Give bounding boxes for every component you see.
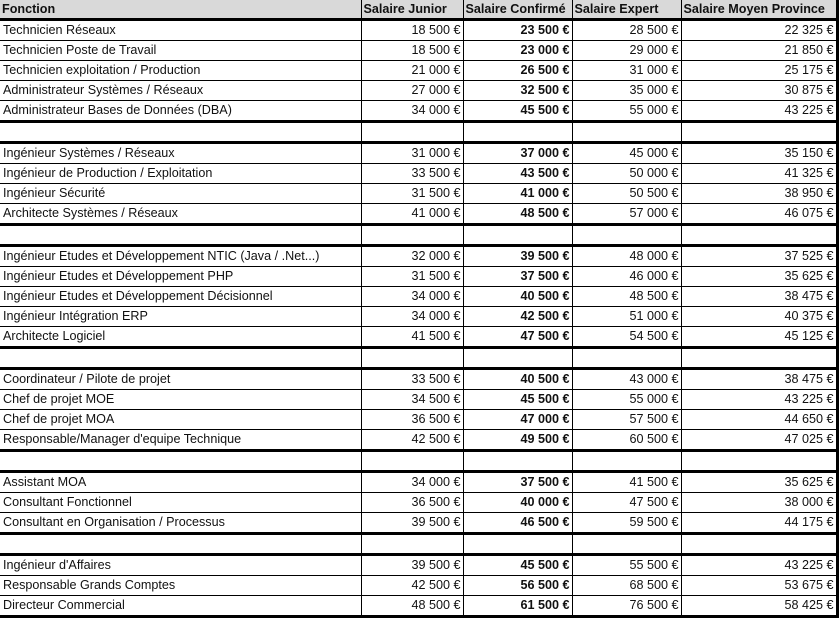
cell-salaire-province: 38 475 €	[681, 287, 837, 307]
cell-salaire-expert: 55 000 €	[572, 101, 681, 122]
cell-salaire-expert: 60 500 €	[572, 430, 681, 451]
cell-salaire-junior: 33 500 €	[361, 369, 463, 390]
cell-salaire-province: 38 950 €	[681, 184, 837, 204]
cell-salaire-province: 37 525 €	[681, 246, 837, 267]
table-row	[0, 513, 837, 534]
cell-fonction: Administrateur Bases de Données (DBA)	[0, 101, 361, 122]
cell-salaire-junior: 34 500 €	[361, 390, 463, 410]
cell-fonction: Chef de projet MOE	[0, 390, 361, 410]
cell-salaire-province: 43 225 €	[681, 390, 837, 410]
cell-fonction: Coordinateur / Pilote de projet	[0, 369, 361, 390]
empty-cell	[0, 534, 361, 555]
table-row	[0, 307, 837, 327]
cell-salaire-confirme: 47 000 €	[463, 410, 572, 430]
cell-fonction: Ingénieur d'Affaires	[0, 555, 361, 576]
cell-salaire-junior: 42 500 €	[361, 430, 463, 451]
header-salaire-junior: Salaire Junior	[361, 0, 463, 20]
cell-salaire-confirme: 23 000 €	[463, 41, 572, 61]
cell-salaire-province: 21 850 €	[681, 41, 837, 61]
empty-cell	[681, 348, 837, 369]
empty-cell	[681, 534, 837, 555]
cell-salaire-expert: 76 500 €	[572, 596, 681, 617]
header-salaire-province: Salaire Moyen Province	[681, 0, 837, 20]
cell-salaire-expert: 31 000 €	[572, 61, 681, 81]
cell-fonction: Administrateur Systèmes / Réseaux	[0, 81, 361, 101]
table-body	[0, 20, 837, 617]
table-row	[0, 61, 837, 81]
cell-salaire-province: 22 325 €	[681, 20, 837, 41]
empty-cell	[0, 225, 361, 246]
cell-salaire-province: 35 150 €	[681, 143, 837, 164]
cell-salaire-confirme: 45 500 €	[463, 555, 572, 576]
empty-cell	[361, 451, 463, 472]
cell-salaire-expert: 41 500 €	[572, 472, 681, 493]
cell-salaire-province: 38 475 €	[681, 369, 837, 390]
cell-salaire-province: 45 125 €	[681, 327, 837, 348]
table-row	[0, 164, 837, 184]
cell-salaire-expert: 54 500 €	[572, 327, 681, 348]
cell-salaire-junior: 39 500 €	[361, 513, 463, 534]
empty-cell	[572, 451, 681, 472]
cell-salaire-province: 43 225 €	[681, 555, 837, 576]
cell-salaire-expert: 50 000 €	[572, 164, 681, 184]
table-row	[0, 327, 837, 348]
cell-salaire-junior: 33 500 €	[361, 164, 463, 184]
cell-salaire-expert: 46 000 €	[572, 267, 681, 287]
cell-salaire-confirme: 56 500 €	[463, 576, 572, 596]
header-fonction: Fonction	[0, 0, 361, 20]
cell-salaire-confirme: 49 500 €	[463, 430, 572, 451]
empty-cell	[463, 534, 572, 555]
cell-fonction: Ingénieur Etudes et Développement Décisionnel	[0, 287, 361, 307]
cell-fonction: Ingénieur Intégration ERP	[0, 307, 361, 327]
cell-salaire-confirme: 47 500 €	[463, 327, 572, 348]
cell-salaire-junior: 32 000 €	[361, 246, 463, 267]
cell-salaire-confirme: 37 000 €	[463, 143, 572, 164]
cell-salaire-province: 46 075 €	[681, 204, 837, 225]
cell-salaire-expert: 28 500 €	[572, 20, 681, 41]
cell-fonction: Architecte Systèmes / Réseaux	[0, 204, 361, 225]
table-row	[0, 472, 837, 493]
empty-cell	[0, 348, 361, 369]
cell-fonction: Technicien exploitation / Production	[0, 61, 361, 81]
header-salaire-confirme: Salaire Confirmé	[463, 0, 572, 20]
cell-salaire-confirme: 37 500 €	[463, 472, 572, 493]
cell-fonction: Chef de projet MOA	[0, 410, 361, 430]
table-row	[0, 410, 837, 430]
cell-salaire-confirme: 26 500 €	[463, 61, 572, 81]
header-row	[0, 0, 837, 20]
cell-salaire-confirme: 48 500 €	[463, 204, 572, 225]
cell-salaire-confirme: 37 500 €	[463, 267, 572, 287]
empty-cell	[0, 122, 361, 143]
cell-salaire-province: 41 325 €	[681, 164, 837, 184]
cell-fonction: Architecte Logiciel	[0, 327, 361, 348]
cell-salaire-expert: 35 000 €	[572, 81, 681, 101]
cell-fonction: Ingénieur Etudes et Développement NTIC (Java / .Net...)	[0, 246, 361, 267]
cell-salaire-junior: 34 000 €	[361, 287, 463, 307]
cell-fonction: Technicien Réseaux	[0, 20, 361, 41]
cell-salaire-junior: 42 500 €	[361, 576, 463, 596]
cell-salaire-confirme: 45 500 €	[463, 390, 572, 410]
cell-salaire-confirme: 32 500 €	[463, 81, 572, 101]
cell-salaire-confirme: 42 500 €	[463, 307, 572, 327]
cell-fonction: Responsable Grands Comptes	[0, 576, 361, 596]
empty-cell	[463, 122, 572, 143]
cell-fonction: Ingénieur de Production / Exploitation	[0, 164, 361, 184]
empty-cell	[0, 451, 361, 472]
cell-salaire-province: 35 625 €	[681, 472, 837, 493]
cell-salaire-confirme: 40 000 €	[463, 493, 572, 513]
cell-salaire-expert: 59 500 €	[572, 513, 681, 534]
cell-fonction: Directeur Commercial	[0, 596, 361, 617]
table-row	[0, 430, 837, 451]
cell-salaire-expert: 68 500 €	[572, 576, 681, 596]
cell-salaire-province: 43 225 €	[681, 101, 837, 122]
empty-cell	[463, 225, 572, 246]
cell-salaire-expert: 29 000 €	[572, 41, 681, 61]
cell-salaire-province: 44 175 €	[681, 513, 837, 534]
cell-salaire-province: 38 000 €	[681, 493, 837, 513]
empty-cell	[572, 225, 681, 246]
cell-salaire-expert: 43 000 €	[572, 369, 681, 390]
empty-cell	[463, 348, 572, 369]
cell-salaire-junior: 18 500 €	[361, 20, 463, 41]
cell-salaire-junior: 31 000 €	[361, 143, 463, 164]
cell-salaire-junior: 41 500 €	[361, 327, 463, 348]
table-row	[0, 143, 837, 164]
cell-salaire-expert: 57 000 €	[572, 204, 681, 225]
cell-salaire-junior: 34 000 €	[361, 101, 463, 122]
cell-salaire-expert: 57 500 €	[572, 410, 681, 430]
table-header	[0, 0, 837, 20]
table-row	[0, 576, 837, 596]
cell-fonction: Responsable/Manager d'equipe Technique	[0, 430, 361, 451]
cell-fonction: Assistant MOA	[0, 472, 361, 493]
cell-salaire-confirme: 23 500 €	[463, 20, 572, 41]
table-row	[0, 81, 837, 101]
cell-salaire-province: 40 375 €	[681, 307, 837, 327]
empty-cell	[361, 225, 463, 246]
cell-salaire-junior: 27 000 €	[361, 81, 463, 101]
cell-fonction: Consultant en Organisation / Processus	[0, 513, 361, 534]
cell-salaire-province: 35 625 €	[681, 267, 837, 287]
table-row	[0, 41, 837, 61]
cell-salaire-junior: 34 000 €	[361, 307, 463, 327]
cell-salaire-junior: 18 500 €	[361, 41, 463, 61]
cell-salaire-junior: 41 000 €	[361, 204, 463, 225]
cell-salaire-province: 25 175 €	[681, 61, 837, 81]
table-row	[0, 369, 837, 390]
cell-salaire-junior: 34 000 €	[361, 472, 463, 493]
cell-salaire-expert: 48 500 €	[572, 287, 681, 307]
table-row	[0, 246, 837, 267]
cell-salaire-confirme: 41 000 €	[463, 184, 572, 204]
empty-cell	[463, 451, 572, 472]
cell-fonction: Ingénieur Systèmes / Réseaux	[0, 143, 361, 164]
empty-cell	[361, 534, 463, 555]
cell-salaire-expert: 45 000 €	[572, 143, 681, 164]
group-separator-row	[0, 534, 837, 555]
cell-salaire-province: 44 650 €	[681, 410, 837, 430]
cell-salaire-junior: 36 500 €	[361, 493, 463, 513]
table-row	[0, 20, 837, 41]
cell-salaire-confirme: 45 500 €	[463, 101, 572, 122]
cell-fonction: Ingénieur Sécurité	[0, 184, 361, 204]
cell-salaire-expert: 47 500 €	[572, 493, 681, 513]
table-row	[0, 555, 837, 576]
cell-fonction: Ingénieur Etudes et Développement PHP	[0, 267, 361, 287]
cell-salaire-junior: 48 500 €	[361, 596, 463, 617]
cell-salaire-expert: 55 500 €	[572, 555, 681, 576]
empty-cell	[361, 348, 463, 369]
cell-salaire-junior: 36 500 €	[361, 410, 463, 430]
cell-salaire-junior: 31 500 €	[361, 267, 463, 287]
empty-cell	[681, 225, 837, 246]
cell-salaire-junior: 31 500 €	[361, 184, 463, 204]
cell-salaire-confirme: 61 500 €	[463, 596, 572, 617]
cell-salaire-expert: 48 000 €	[572, 246, 681, 267]
empty-cell	[681, 451, 837, 472]
cell-salaire-expert: 51 000 €	[572, 307, 681, 327]
cell-salaire-province: 58 425 €	[681, 596, 837, 617]
table-row	[0, 390, 837, 410]
empty-cell	[572, 534, 681, 555]
cell-salaire-expert: 55 000 €	[572, 390, 681, 410]
table-row	[0, 204, 837, 225]
table-row	[0, 493, 837, 513]
cell-fonction: Technicien Poste de Travail	[0, 41, 361, 61]
cell-salaire-province: 30 875 €	[681, 81, 837, 101]
cell-salaire-province: 53 675 €	[681, 576, 837, 596]
cell-salaire-confirme: 40 500 €	[463, 369, 572, 390]
empty-cell	[572, 348, 681, 369]
cell-salaire-province: 47 025 €	[681, 430, 837, 451]
cell-salaire-junior: 39 500 €	[361, 555, 463, 576]
cell-salaire-confirme: 46 500 €	[463, 513, 572, 534]
table-row	[0, 101, 837, 122]
header-salaire-expert: Salaire Expert	[572, 0, 681, 20]
group-separator-row	[0, 451, 837, 472]
empty-cell	[572, 122, 681, 143]
empty-cell	[681, 122, 837, 143]
cell-salaire-confirme: 40 500 €	[463, 287, 572, 307]
cell-salaire-junior: 21 000 €	[361, 61, 463, 81]
table-row	[0, 267, 837, 287]
group-separator-row	[0, 122, 837, 143]
cell-salaire-confirme: 39 500 €	[463, 246, 572, 267]
cell-fonction: Consultant Fonctionnel	[0, 493, 361, 513]
empty-cell	[361, 122, 463, 143]
table-row	[0, 287, 837, 307]
group-separator-row	[0, 348, 837, 369]
table-row	[0, 184, 837, 204]
group-separator-row	[0, 225, 837, 246]
table-row	[0, 596, 837, 617]
cell-salaire-expert: 50 500 €	[572, 184, 681, 204]
cell-salaire-confirme: 43 500 €	[463, 164, 572, 184]
